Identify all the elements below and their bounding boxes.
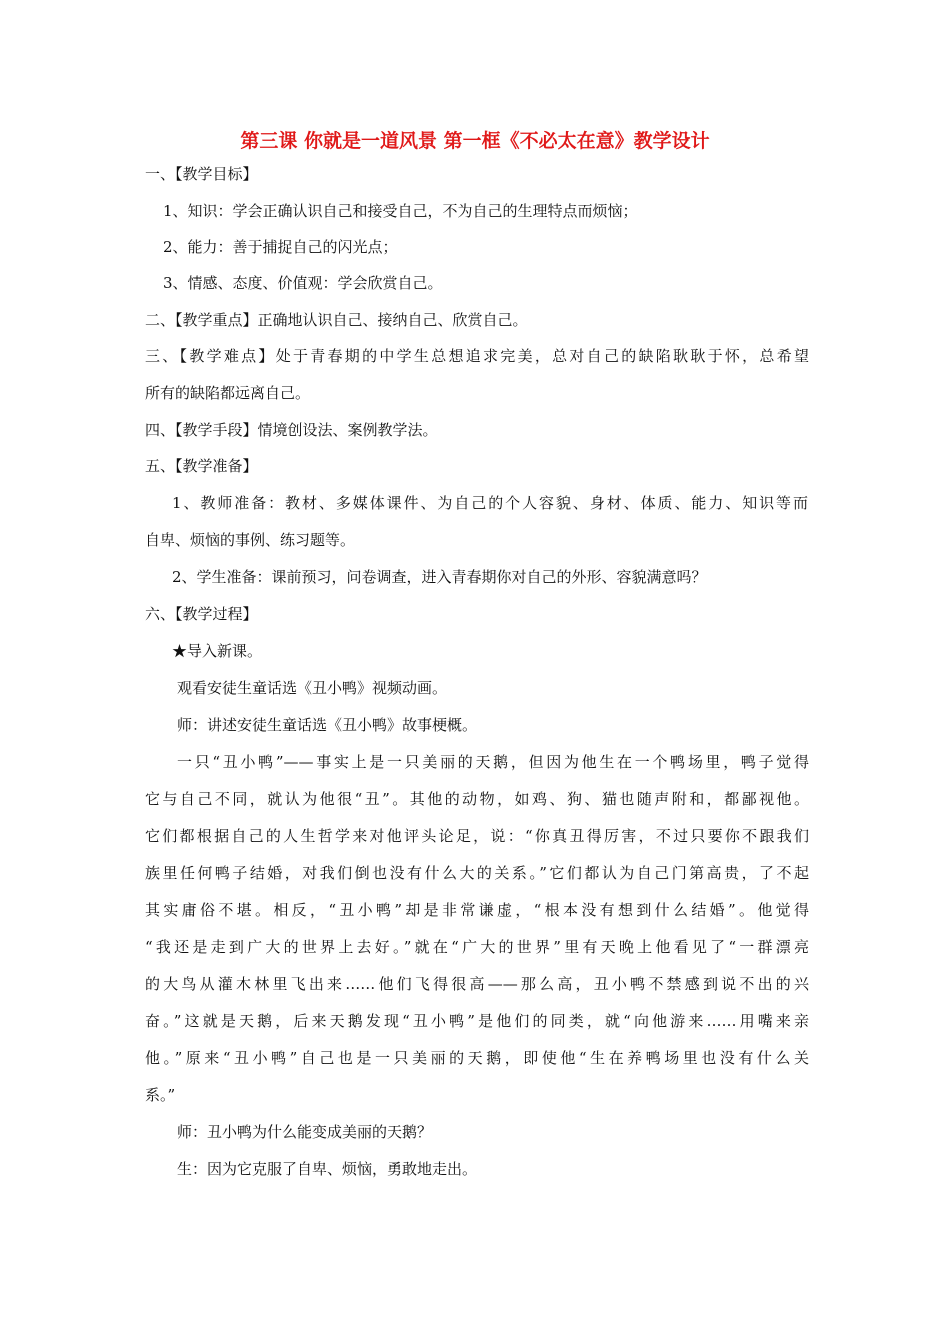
objective-ability: 2、能力：善于捕捉自己的闪光点； (163, 238, 398, 256)
story-line-9: 他。”原来“丑小鸭”自己也是一只美丽的天鹅，即使他“生在养鸭场里也没有什么关 (145, 1049, 809, 1067)
section-difficulties: 三、【教学难点】处于青春期的中学生总想追求完美，总对自己的缺陷耿耿于怀，总希望 (145, 347, 809, 365)
section-methods: 四、【教学手段】情境创设法、案例教学法。 (145, 421, 438, 439)
teacher-narration: 师：讲述安徒生童话选《丑小鸭》故事梗概。 (177, 716, 478, 734)
story-line-3: 它们都根据自己的人生哲学来对他评头论足，说：“你真丑得厉害，不过只要你不跟我们 (145, 827, 809, 845)
section-heading-preparation: 五、【教学准备】 (145, 457, 258, 475)
teacher-question: 师：丑小鸭为什么能变成美丽的天鹅？ (177, 1123, 433, 1141)
teacher-preparation-cont: 自卑、烦恼的事例、练习题等。 (145, 531, 356, 549)
student-preparation: 2、学生准备：课前预习，问卷调查，进入青春期你对自己的外形、容貌满意吗？ (172, 568, 707, 586)
objective-knowledge: 1、知识：学会正确认识自己和接受自己，不为自己的生理特点而烦恼； (163, 202, 638, 220)
document-title: 第三课 你就是一道风景 第一框《不必太在意》教学设计 (240, 130, 710, 152)
story-line-2: 它与自己不同，就认为他很“丑”。其他的动物，如鸡、狗、猫也随声附和，都鄙视他。 (145, 790, 809, 808)
watch-video: 观看安徒生童话选《丑小鸭》视频动画。 (177, 679, 448, 697)
story-line-1: 一只“丑小鸭”——事实上是一只美丽的天鹅，但因为他生在一个鸭场里，鸭子觉得 (177, 753, 809, 771)
story-line-6: “我还是走到广大的世界上去好。”就在“广大的世界”里有天晚上他看见了“一群漂亮 (145, 938, 809, 956)
section-heading-process: 六、【教学过程】 (145, 605, 258, 623)
section-heading-objectives: 一、【教学目标】 (145, 165, 258, 183)
story-line-5: 其实庸俗不堪。相反，“丑小鸭”却是非常谦虚，“根本没有想到什么结婚”。他觉得 (145, 901, 809, 919)
intro-new-lesson: ★导入新课。 (172, 642, 263, 660)
teacher-preparation: 1、教师准备：教材、多媒体课件、为自己的个人容貌、身材、体质、能力、知识等而 (172, 494, 808, 512)
story-line-10: 系。” (145, 1086, 176, 1104)
story-line-8: 奋。”这就是天鹅，后来天鹅发现“丑小鸭”是他们的同类，就“向他游来……用嘴来亲 (145, 1012, 809, 1030)
story-line-7: 的大鸟从灌木林里飞出来……他们飞得很高——那么高，丑小鸭不禁感到说不出的兴 (145, 975, 809, 993)
objective-attitude: 3、情感、态度、价值观：学会欣赏自己。 (163, 274, 443, 292)
section-key-points: 二、【教学重点】正确地认识自己、接纳自己、欣赏自己。 (145, 311, 528, 329)
student-answer: 生：因为它克服了自卑、烦恼，勇敢地走出。 (177, 1160, 478, 1178)
story-line-4: 族里任何鸭子结婚，对我们倒也没有什么大的关系。”它们都认为自己门第高贵，了不起 (145, 864, 809, 882)
section-difficulties-cont: 所有的缺陷都远离自己。 (145, 384, 311, 402)
